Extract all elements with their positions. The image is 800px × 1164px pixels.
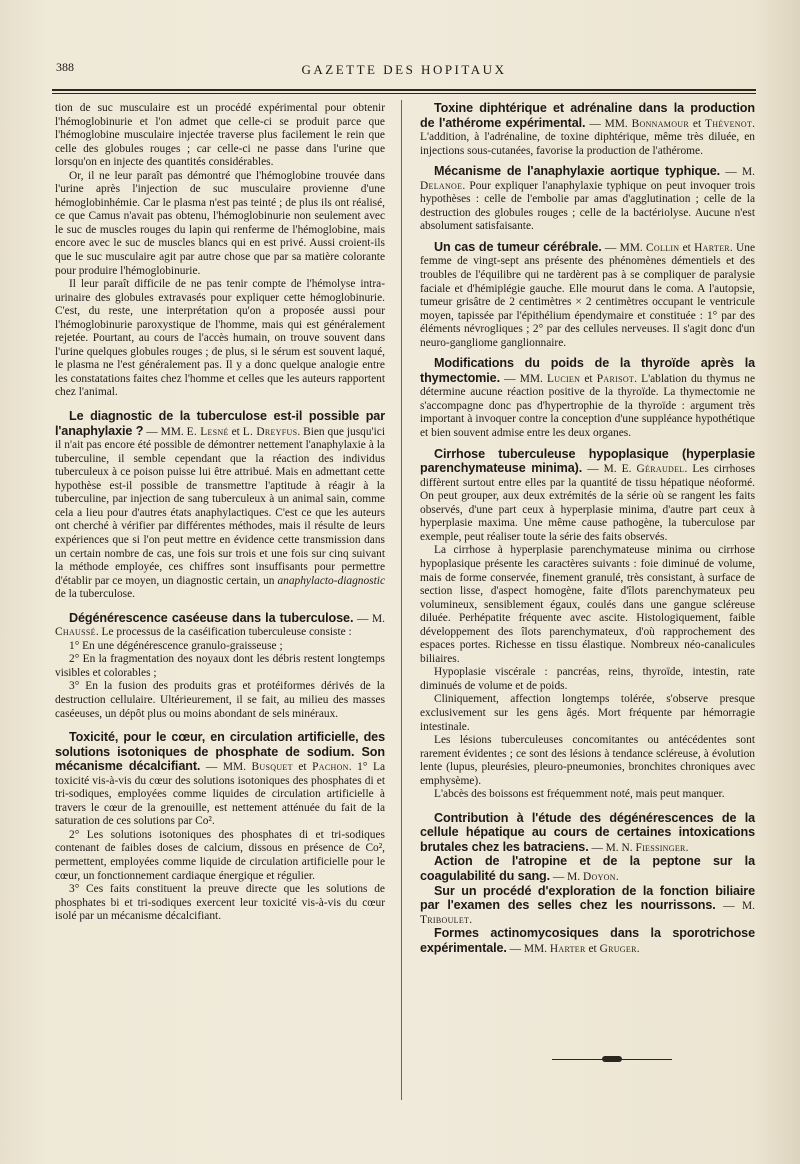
article-body: . Les cirrhoses diffèrent surtout entre elles par la quantité de tissu hépatique néoformé. On peut grouper, aux deux extrémités de la série où se rangent les faits observés, d'une part ceux à hyperplasie minima, d'autre part ceux à hyperplasie maxima. Une même cause pathogène, la tuberculose par exemple, peut réaliser toute la série des faits observés.	[420, 463, 755, 543]
article-anaphylaxie-aortique	[420, 165, 755, 234]
article-title: Modifications du poids de la thyroïde après la thymectomie.	[420, 356, 755, 385]
separator: — MM.	[601, 241, 646, 254]
article-toxicite-coeur	[55, 731, 385, 829]
list-item: 3° Ces faits constituent la preuve directe que les solutions de phosphates bi et tri-sodiques exercent leur toxicité vis-à-vis du cœur isolé par un mécanisme décalcifiant.	[55, 883, 385, 923]
article-body: . L'ablation du thymus ne détermine aucune réaction positive de la thyroïde. La thymectomie ne s'accompagne donc pas d'hypertrophie de la thyroïde : argument très important à invoquer contre la conception d'une suppléance hypothétique et bien souvent admise entre les deux organes.	[420, 372, 756, 440]
separator: .	[685, 841, 689, 854]
article-title: Dégénérescence caséeuse dans la tuberculose.	[69, 610, 354, 625]
author: Géraudel	[636, 463, 685, 476]
article-body: . 1° La toxicité vis-à-vis du cœur des solutions isotoniques des phosphates di et tri-sodiques, employées comme liquides de circulation artificielle à travers le cœur de la grenouille, est nettement atténuée du fait de la saturation de ces solutions par Co².	[55, 761, 385, 828]
article-title: Toxine diphtérique et adrénaline dans la production de l'athérome expérimental.	[420, 101, 755, 130]
list-item: 2° En la fragmentation des noyaux dont les débris restent longtemps visibles et colorables ;	[55, 653, 385, 679]
paragraph: Cliniquement, affection longtemps tolérée, s'observe presque exclusivement sur les gens âgés. Mort fréquente par hémorragie intestinale.	[420, 693, 755, 733]
separator: — M.	[353, 612, 385, 625]
separator: — M.	[720, 166, 756, 179]
paragraph: Il leur paraît difficile de ne pas tenir compte de l'hémolyse intra-urinaire des globules extravasés pour expliquer cette hémoglobinurie. C'est, du reste, une interprétation qu'on a proposée aussi pour l'hémoglobinurie paroxystique de l'homme, mais qui est généralement rejetée. Pourtant, au cours de l'accès humain, on trouve souvent dans l'urine quelques globules rouges ; de plus, si le sérum est souvent laqué, le plasma ne l'est généralement pas. Il y a donc quelque analogie entre les constatations faites chez l'homme et celles que les auteurs rapportent chez l'animal.	[55, 278, 385, 399]
separator: — MM.	[585, 117, 632, 130]
separator: .	[469, 913, 473, 926]
end-ornament	[552, 1056, 672, 1064]
separator: — MM.	[143, 425, 187, 438]
right-column	[420, 102, 755, 956]
separator: — M. E.	[582, 463, 637, 476]
article-tumeur-cerebrale	[420, 241, 755, 350]
article-title: Un cas de tumeur cérébrale.	[434, 239, 602, 254]
separator: et	[580, 372, 597, 385]
separator: .	[615, 870, 619, 883]
article-title: Cirrhose tuberculeuse hypoplasique (hyperplasie parenchymateuse minima).	[420, 446, 755, 476]
left-column	[55, 102, 385, 924]
author: L. Dreyfus	[242, 425, 298, 438]
separator: et	[292, 761, 313, 774]
separator: — M.	[715, 900, 755, 913]
paragraph: Or, il ne leur paraît pas démontré que l'hémoglobine trouvée dans l'urine après l'injection de suc musculaire provienne d'une hémoglobinhémie. Car le plasma n'est pas teinté ; de plus ils ont réalisé, ce que Camus n'avait pas obtenu, l'hémoglobinurie non seulement avec le suc de muscles rouges du lapin qui renferme de l'hémoglobine, mais encore avec le suc de muscles blancs qui en est privé. Aussi croient-ils que le suc musculaire agit par autre chose que par sa matière colorante pour produire l'hémoglobinurie.	[55, 169, 385, 277]
separator: et	[679, 241, 695, 254]
author: E. Lesné	[186, 425, 229, 438]
article-atropine-peptone	[420, 855, 755, 884]
author: Collin	[645, 241, 680, 254]
article-degenerescence-caseeuse	[55, 612, 385, 640]
paragraph: Les lésions tuberculeuses concomitantes ou antécédentes sont rarement évidentes ; ce sont des lésions à tendance scléreuse, à évolution lente (lupus, pleurésies, pleuro-pneumonies, bronchites chroniques avec emphysème).	[420, 734, 755, 787]
article-sporotrichose	[420, 927, 755, 956]
separator: et	[228, 425, 243, 438]
author: Bonnamour	[631, 117, 690, 130]
article-title: Formes actinomycosiques dans la sporotrichose expérimentale.	[420, 926, 755, 955]
list-item: 3° En la fusion des produits gras et protéiformes dérivés de la destruction cellulaire. Ultérieurement, il se fait, au milieu des masses caséeuses, un dépôt plus ou moins abondant de sels minéraux.	[55, 680, 385, 720]
article-title: Toxicité, pour le cœur, en circulation artificielle, des solutions isotoniques de phosphate de sodium. Son mécanisme décalcifiant.	[55, 730, 385, 774]
author: Busquet	[251, 761, 293, 774]
article-tuberculose-anaphylaxie	[55, 410, 385, 602]
author: Thévenot	[705, 117, 753, 130]
article-fonction-biliaire	[420, 885, 755, 928]
article-body: de la tuberculose.	[55, 588, 136, 601]
author: Harter	[694, 241, 730, 254]
separator: et	[585, 942, 600, 955]
author: Harter	[549, 942, 586, 955]
ornament-center	[602, 1056, 622, 1062]
article-title: Le diagnostic de la tuberculose est-il possible par l'anaphylaxie ?	[55, 409, 385, 438]
author: Triboulet	[420, 913, 470, 926]
separator: — MM.	[499, 372, 547, 385]
author: Fiessinger	[635, 841, 686, 854]
article-body: . Bien que jusqu'ici il n'ait pas encore été possible de démontrer nettement l'anaphylaxie à la tuberculine, il semble cependant que la réaction des individus tuberculeux à ce poison puisse lui être attribué. Mais en admettant cette hypothèse est-il possible de transmettre l'aptitude à réagir à la tuberculine, par injection de sang tuberculeux à un animal sain, comme cela a lieu pour d'autres états anaphylactiques. C'est ce que les auteurs ont cherché à vérifier par différentes méthodes, mais il résulte de leurs expériences que si l'on peut mettre en évidence cette transmission dans un certain nombre de cas, une fois sur trois et une fois sur cinq suivant la méthode employée, ces chiffres sont insuffisants pour permettre d'établir par ce moyen, un diagnostic certain, un	[55, 425, 385, 587]
article-title: Action de l'atropine et de la peptone sur la coagulabilité du sang.	[420, 854, 755, 883]
column-divider	[401, 100, 402, 1100]
article-degenerescence-cellule-hepatique	[420, 812, 755, 856]
separator: — M. N.	[588, 841, 636, 854]
separator: — M.	[550, 870, 583, 883]
paragraph: La cirrhose à hyperplasie parenchymateuse minima ou cirrhose hypoplasique présente les caractères suivants : foie diminué de volume, mais de forme conservée, finement granulé, très consistant, à surface de section lisse, d'aspect homogène, faite d'îlots parenchymateux peu volumineux, sensiblement égaux, coulés dans une gangue scléreuse diluée. Perhépatite fréquente avec ascite. Histologiquement, faible développement des îlots parenchymateux, d'où rapprochement des espaces portes. Richesse en tissu élastique. Nombreux néo-canalicules biliaires.	[420, 544, 755, 665]
separator: .	[636, 942, 640, 955]
author: Doyon	[582, 870, 616, 883]
header-rule-thin	[52, 93, 756, 94]
list-item: 1° En une dégénérescence granulo-graisseuse ;	[69, 639, 283, 652]
page-header	[48, 58, 760, 88]
italic-term: anaphylacto-diagnostic	[277, 574, 385, 587]
article-body: . Le processus de la caséification tuberculeuse consiste :	[95, 626, 352, 639]
running-title: GAZETTE DES HOPITAUX	[301, 62, 507, 77]
article-toxine-diphterique	[420, 102, 755, 158]
page-number: 388	[56, 60, 74, 74]
article-title: Contribution à l'étude des dégénérescences de la cellule hépatique au cours de certaines intoxications brutales chez les batraciens.	[420, 810, 755, 854]
separator: et	[689, 117, 705, 130]
header-rule	[52, 89, 756, 91]
author: Delanoe	[420, 179, 463, 192]
author: Gruger	[599, 942, 637, 955]
separator: — MM.	[200, 761, 252, 774]
list-item: 2° Les solutions isotoniques des phosphates di et tri-sodiques contenant de faibles doses de calcium, dissous en présence de Co², permettent, employées comme liquide de circulation artificielle pour le cœur, un fonctionnement cardiaque énergique et régulier.	[55, 828, 385, 882]
paragraph: Hypoplasie viscérale : pancréas, reins, thyroïde, intestin, rate diminués de volume et de poids.	[420, 666, 755, 692]
author: Pachon	[312, 761, 349, 774]
author: Parisot	[596, 372, 635, 385]
separator: — MM.	[506, 942, 550, 955]
paragraph: tion de suc musculaire est un procédé expérimental pour obtenir l'hémoglobinurie et l'on admet que celle-ci se produit parce que l'hémoglobine musculaire injectée traverse plus facilement le rein que celle des globules rouges ; car celle-ci ne passe dans l'urine que lorsqu'on en injecte des quantités considérables.	[55, 102, 385, 169]
author: Lucien	[547, 372, 581, 385]
author: Chaussé	[55, 626, 96, 639]
article-title: Sur un procédé d'exploration de la fonction biliaire par l'examen des selles chez les nourrissons.	[420, 883, 755, 913]
article-title: Mécanisme de l'anaphylaxie aortique typhique.	[434, 164, 721, 179]
article-body: . Pour expliquer l'anaphylaxie typhique on peut invoquer trois hypothèses : celle de l'embolie par amas d'agglutination ; celle de la destruction des globules rouges ; celle de la bactériolyse. Aucune n'est absolument satisfaisante.	[420, 179, 755, 233]
article-cirrhose-tuberculeuse	[420, 448, 755, 545]
paragraph: L'abcès des boissons est fréquemment noté, mais peut manquer.	[434, 788, 725, 801]
article-thyroide-thymectomie	[420, 357, 755, 440]
article-body: . Une femme de vingt-sept ans présente des phénomènes démentiels et des troubles de l'équilibre qui ne tardèrent pas à se compliquer de paralysie faciale et d'hémiplégie gauche. Elle mourut dans le coma. A l'autopsie, tumeur grisâtre de 2 centimètres × 2 centimètres occupant le ventricule moyen, tapissée par l'épithélium épendymaire et constituée : 1° par des éléments névrogliques ; 2° par des cellules nerveuses. Il s'agit donc d'un neuro-gangliome ganglionnaire.	[420, 241, 755, 349]
article-body: . L'addition, à l'adrénaline, de toxine diphtérique, même très diluée, en injections sous-cutanées, favorise la production de l'athérome.	[420, 117, 755, 157]
